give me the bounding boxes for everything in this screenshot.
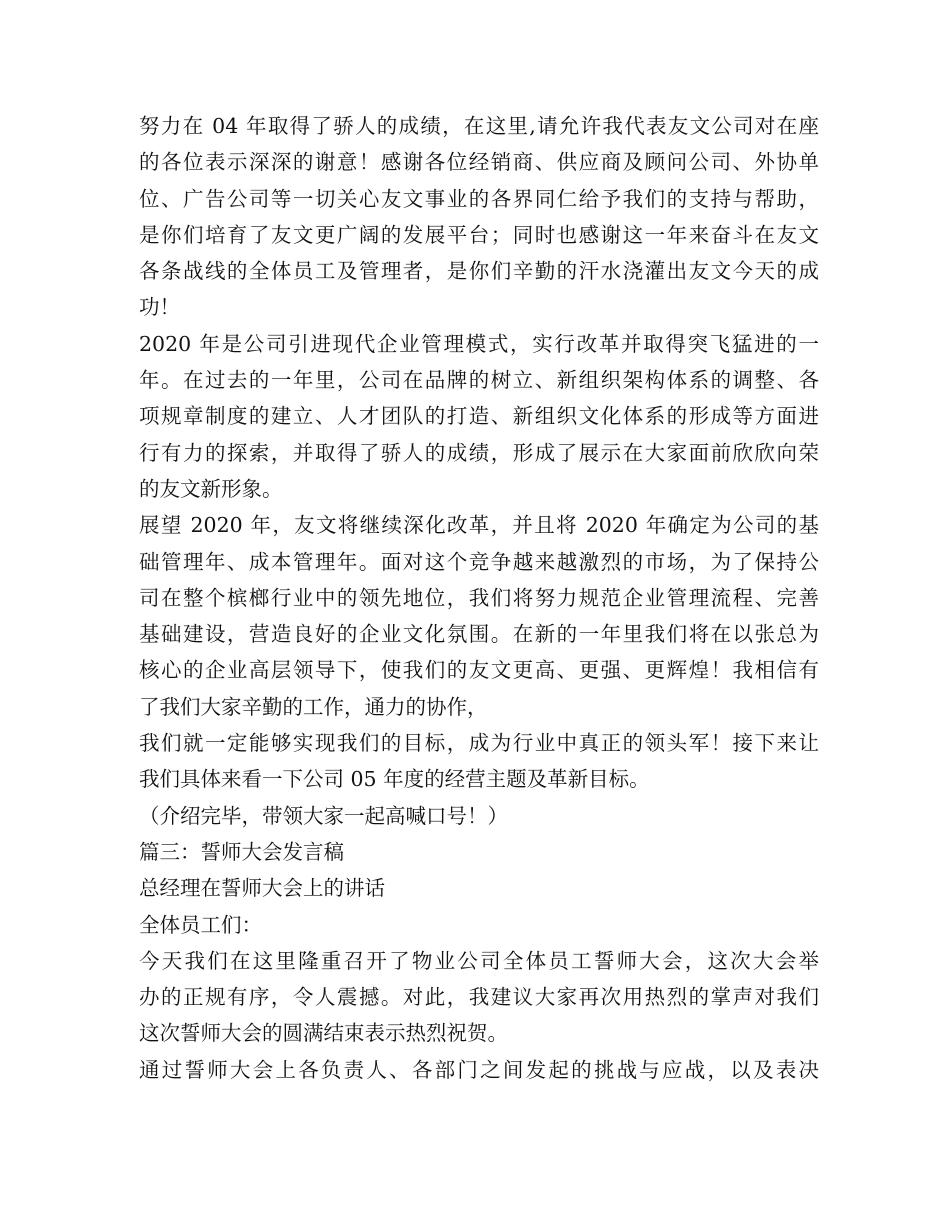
text-line: 司在整个槟榔行业中的领先地位，我们将努力规范企业管理流程、完善 bbox=[139, 585, 819, 610]
text-line: 展望 2020 年，友文将继续深化改革，并且将 2020 年确定为公司的基 bbox=[139, 513, 819, 538]
text-line: 了我们大家辛勤的工作，通力的协作， bbox=[139, 694, 488, 719]
text-line: 年。在过去的一年里，公司在品牌的树立、新组织架构体系的调整、各 bbox=[139, 368, 819, 393]
text-line: 核心的企业高层领导下，使我们的友文更高、更强、更辉煌！我相信有 bbox=[139, 658, 819, 683]
text-line: 础管理年、成本管理年。面对这个竞争越来越激烈的市场，为了保持公 bbox=[139, 549, 819, 574]
text-line: 的各位表示深深的谢意！感谢各位经销商、供应商及顾问公司、外协单 bbox=[139, 150, 819, 175]
text-line: 这次誓师大会的圆满结束表示热烈祝贺。 bbox=[139, 1021, 508, 1046]
text-line: 项规章制度的建立、人才团队的打造、新组织文化体系的形成等方面进 bbox=[139, 404, 819, 429]
text-line: 2020 年是公司引进现代企业管理模式，实行改革并取得突飞猛进的一 bbox=[139, 331, 819, 356]
text-line: （介绍完毕，带领大家一起高喊口号！） bbox=[139, 803, 508, 828]
text-line: 办的正规有序，令人震撼。对此，我建议大家再次用热烈的掌声对我们 bbox=[139, 985, 819, 1010]
text-line: 各条战线的全体员工及管理者，是你们辛勤的汗水浇灌出友文今天的成 bbox=[139, 259, 819, 284]
text-line: 功！ bbox=[139, 295, 180, 320]
text-line: 我们就一定能够实现我们的目标，成为行业中真正的领头军！接下来让 bbox=[139, 731, 819, 756]
text-line: 通过誓师大会上各负责人、各部门之间发起的挑战与应战，以及表决 bbox=[139, 1057, 819, 1082]
text-line: 基础建设，营造良好的企业文化氛围。在新的一年里我们将在以张总为 bbox=[139, 622, 819, 647]
document-body bbox=[139, 108, 819, 1088]
text-line: 位、广告公司等一切关心友文事业的各界同仁给予我们的支持与帮助， bbox=[139, 186, 819, 211]
text-line: 今天我们在这里隆重召开了物业公司全体员工誓师大会，这次大会举 bbox=[139, 948, 819, 973]
speech-title: 总经理在誓师大会上的讲话 bbox=[139, 876, 385, 901]
text-line: 行有力的探索，并取得了骄人的成绩，形成了展示在大家面前欣欣向荣 bbox=[139, 440, 819, 465]
salutation: 全体员工们： bbox=[139, 912, 262, 937]
text-line: 的友文新形象。 bbox=[139, 476, 283, 501]
text-line: 我们具体来看一下公司 05 年度的经营主题及革新目标。 bbox=[139, 767, 650, 792]
text-line: 是你们培育了友文更广阔的发展平台；同时也感谢这一年来奋斗在友文 bbox=[139, 222, 819, 247]
section-heading: 篇三：誓师大会发言稿 bbox=[139, 839, 344, 864]
text-line: 努力在 04 年取得了骄人的成绩，在这里,请允许我代表友文公司对在座 bbox=[139, 114, 819, 138]
